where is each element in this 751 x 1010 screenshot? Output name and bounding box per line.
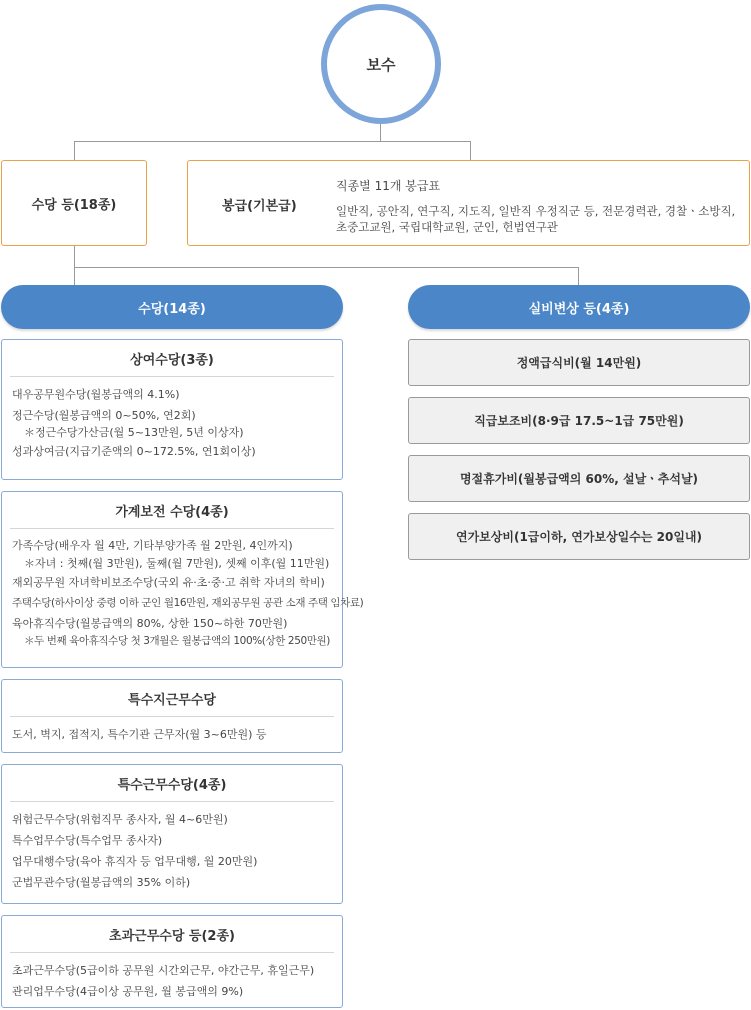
connector-to-allowance-group bbox=[74, 267, 75, 285]
list-item: 대우공무원수당(월봉급액의 4.1%) bbox=[12, 388, 180, 401]
connector-top-horizontal bbox=[74, 141, 471, 142]
allowance-group-label: 수당(14종) bbox=[138, 301, 206, 317]
list-note: ＊두 번째 육아휴직수당 첫 3개월은 월봉급액의 100%(상한 250만원) bbox=[24, 635, 330, 647]
root-node bbox=[321, 4, 441, 124]
connector-to-allowances bbox=[74, 141, 75, 160]
household-allowance-box bbox=[1, 491, 364, 668]
box-title: 가계보전 수당(4종) bbox=[115, 504, 229, 520]
list-note: ＊정근수당가산금(월 5~13만원, 5년 이상자) bbox=[24, 426, 244, 439]
box-title: 상여수당(3종) bbox=[130, 352, 214, 368]
list-item: 특수업무수당(특수업무 종사자) bbox=[12, 834, 163, 847]
connector-to-basic-pay bbox=[470, 141, 471, 160]
list-item: 주택수당(하사이상 중령 이하 군인 월16만원, 재외공무원 공관 소재 주택 임차료) bbox=[12, 597, 364, 609]
allowances-label: 수당 등(18종) bbox=[31, 197, 117, 213]
special-duty-allowance-box bbox=[1, 764, 343, 904]
list-item: 재외공무원 자녀학비보조수당(국외 유·초·중·고 취학 자녀의 학비) bbox=[12, 576, 325, 589]
connector-mid-horizontal bbox=[74, 267, 579, 268]
list-item: 성과상여금(지급기준액의 0~172.5%, 연1회이상) bbox=[12, 445, 256, 458]
list-item: 위험근무수당(위험직무 종사자, 월 4~6만원) bbox=[12, 813, 228, 826]
basic-pay-description: 일반직, 공안직, 연구직, 지도직, 일반직 우정직군 등, 전문경력관, 경찰ㆍ소방직, 초중고교원, 국립대학교원, 군인, 헌법연구관 bbox=[336, 204, 736, 234]
expense-item-label: 연가보상비(1급이하, 연가보상일수는 20일내) bbox=[456, 530, 702, 544]
allowances-box bbox=[1, 160, 147, 246]
box-title: 특수근무수당(4종) bbox=[117, 777, 227, 793]
list-item: 정근수당(월봉급액의 0~50%, 연2회) bbox=[12, 409, 196, 422]
list-item: 육아휴직수당(월봉급액의 80%, 상한 150~하한 70만원) bbox=[12, 617, 288, 630]
expense-item-label: 명절휴가비(월봉급액의 60%, 설날ㆍ추석날) bbox=[459, 472, 699, 486]
basic-pay-box bbox=[187, 160, 750, 246]
meal-expense-box bbox=[408, 339, 750, 386]
list-note: ＊자녀 : 첫째(월 3만원), 둘째(월 7만원), 셋째 이후(월 11만원) bbox=[24, 557, 330, 570]
basic-pay-label: 봉급(기본급) bbox=[222, 198, 297, 214]
box-title: 초과근무수당 등(2종) bbox=[109, 928, 235, 944]
annual-leave-compensation-box bbox=[408, 513, 750, 560]
list-item: 관리업무수당(4급이상 공무원, 월 봉급액의 9%) bbox=[12, 985, 244, 998]
list-item: 업무대행수당(육아 휴직자 등 업무대행, 월 20만원) bbox=[12, 855, 258, 868]
connector-to-expense bbox=[578, 267, 579, 285]
root-label: 보수 bbox=[366, 55, 396, 74]
connector-allowances-down bbox=[74, 246, 75, 268]
expense-item-label: 정액급식비(월 14만원) bbox=[516, 356, 642, 370]
overtime-allowance-box bbox=[1, 915, 343, 1008]
bonus-allowance-box bbox=[1, 339, 343, 480]
position-subsidy-box bbox=[408, 397, 750, 444]
box-title: 특수지근무수당 bbox=[128, 692, 216, 708]
list-item: 가족수당(배우자 월 4만, 기타부양가족 월 2만원, 4인까지) bbox=[12, 539, 293, 552]
allowance-group-pill bbox=[1, 285, 343, 329]
expense-group-label: 실비변상 등(4종) bbox=[528, 301, 630, 317]
basic-pay-subtitle: 직종별 11개 봉급표 bbox=[336, 179, 441, 193]
remote-area-allowance-box bbox=[1, 679, 343, 753]
list-item: 초과근무수당(5급이하 공무원 시간외근무, 야간근무, 휴일근무) bbox=[12, 964, 315, 977]
connector-root-down bbox=[380, 124, 381, 142]
expense-group-pill bbox=[408, 285, 750, 329]
list-item: 군법무관수당(월봉급액의 35% 이하) bbox=[12, 876, 191, 889]
holiday-bonus-box bbox=[408, 455, 750, 502]
list-item: 도서, 벽지, 접적지, 특수기관 근무자(월 3~6만원) 등 bbox=[12, 728, 267, 741]
expense-item-label: 직급보조비(8·9급 17.5~1급 75만원) bbox=[474, 414, 684, 428]
